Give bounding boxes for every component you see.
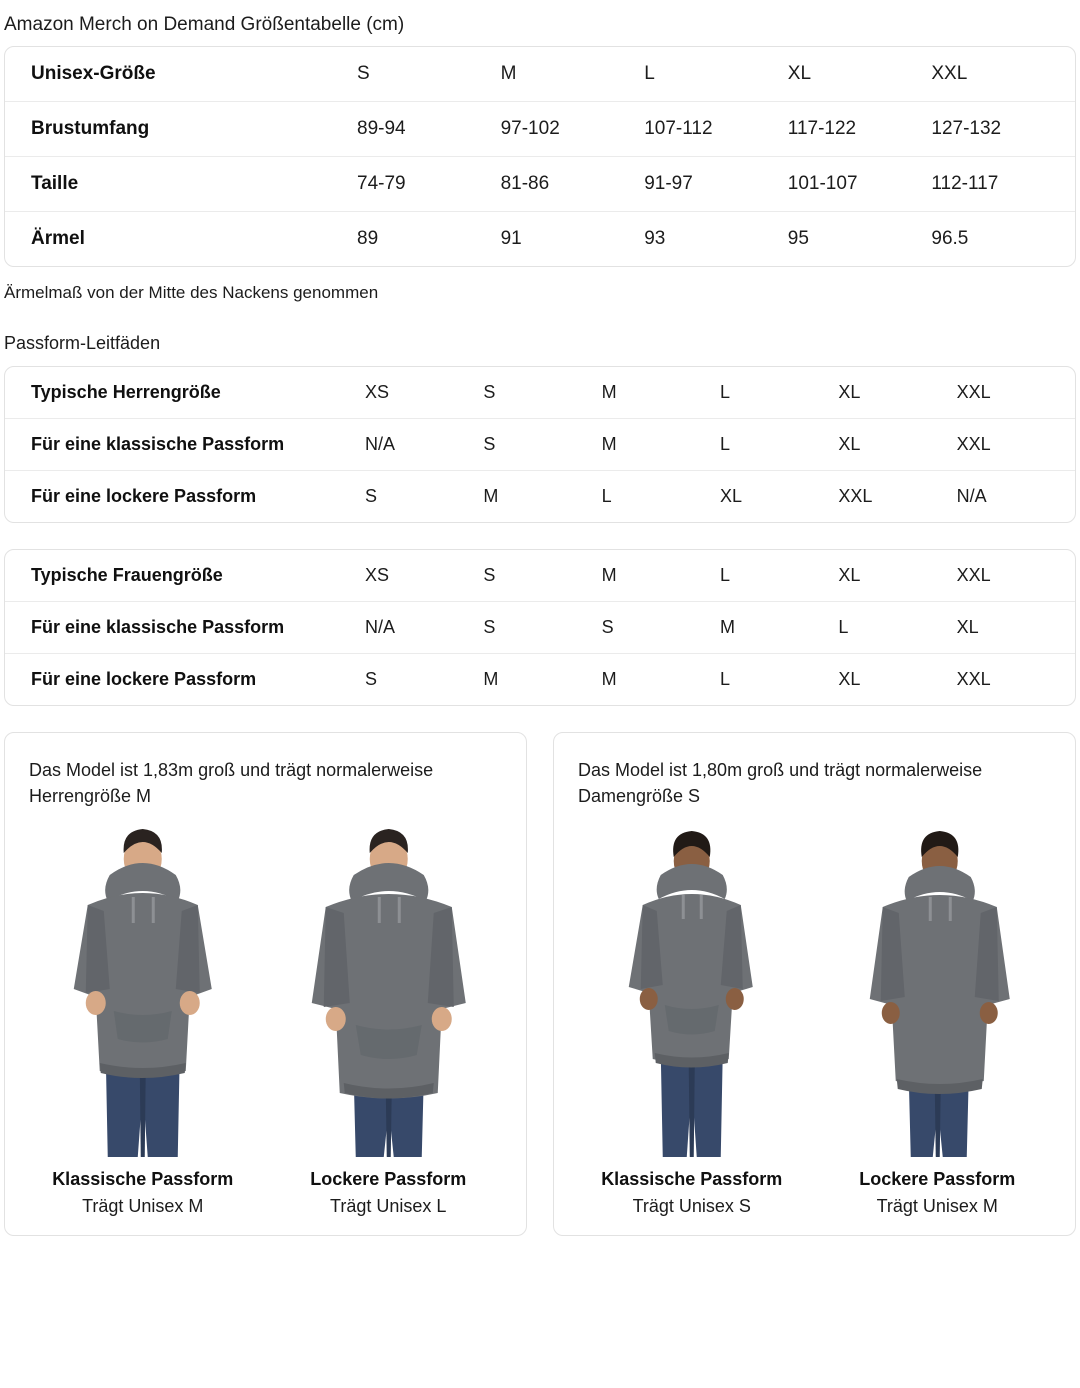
cell: XXL <box>957 550 1075 602</box>
table-row <box>5 47 1075 102</box>
cell: 91 <box>500 228 522 249</box>
mens-fit-table-card <box>4 366 1076 523</box>
figure-subtitle: Trägt Unisex S <box>632 1196 751 1216</box>
cell: S <box>357 47 501 102</box>
cell: XL <box>838 669 861 689</box>
cell: XL <box>838 550 956 602</box>
cell: L <box>601 486 612 506</box>
cell: M <box>602 367 720 419</box>
cell: L <box>644 47 788 102</box>
cell: 96.5 <box>931 228 969 249</box>
cell: M <box>501 47 645 102</box>
row-label: Typische Frauengröße <box>5 550 365 602</box>
cell: 117-122 <box>788 102 932 157</box>
cell: L <box>838 602 956 654</box>
table-row <box>5 602 1075 654</box>
cell: S <box>483 602 601 654</box>
womens-fit-table <box>5 550 1075 705</box>
female-model-card <box>553 732 1076 1236</box>
cell: M <box>720 602 838 654</box>
table-row <box>5 102 1075 157</box>
cell: 81-86 <box>501 157 645 212</box>
row-label: Typische Herrengröße <box>5 367 365 419</box>
male-classic-fit-photo <box>25 827 261 1157</box>
table-row <box>5 367 1075 419</box>
cell: M <box>483 669 499 689</box>
table-row <box>5 157 1075 212</box>
male-relaxed-fit-photo <box>271 827 507 1157</box>
cell: L <box>719 669 730 689</box>
row-label: Für eine klassische Passform <box>5 419 365 471</box>
cell: XS <box>365 367 483 419</box>
fit-guides-heading: Passform-Leitfäden <box>4 333 161 353</box>
cell: 107-112 <box>644 102 788 157</box>
figure-male-classic <box>25 827 261 1217</box>
cell: 89-94 <box>357 102 501 157</box>
cell: S <box>483 367 601 419</box>
row-label: Für eine lockere Passform <box>31 486 257 506</box>
cell: S <box>483 550 601 602</box>
table-row <box>5 550 1075 602</box>
table-row <box>5 212 1075 267</box>
cell: M <box>483 486 499 506</box>
cell: XXL <box>957 367 1075 419</box>
cell: XL <box>838 419 956 471</box>
cell: 112-117 <box>931 157 1075 212</box>
figure-subtitle: Trägt Unisex M <box>876 1196 998 1216</box>
male-model-caption: Das Model ist 1,83m groß und trägt normalerweise Herrengröße M <box>29 760 434 807</box>
row-label: Für eine klassische Passform <box>5 602 365 654</box>
cell: N/A <box>365 602 483 654</box>
female-figures <box>574 827 1055 1217</box>
womens-fit-table-card <box>4 549 1076 706</box>
size-table-card <box>4 46 1076 267</box>
cell: M <box>602 419 720 471</box>
figure-male-relaxed <box>271 827 507 1217</box>
figure-title: Klassische Passform <box>52 1169 234 1189</box>
cell: XS <box>365 550 483 602</box>
cell: S <box>483 419 601 471</box>
figure-female-classic <box>574 827 810 1217</box>
row-label: Brustumfang <box>5 102 357 157</box>
row-label: Für eine lockere Passform <box>31 669 257 689</box>
row-label: Unisex-Größe <box>5 47 357 102</box>
cell: L <box>720 367 838 419</box>
cell: N/A <box>956 486 987 506</box>
row-label: Taille <box>5 157 357 212</box>
figure-title: Lockere Passform <box>859 1169 1016 1189</box>
male-model-card <box>4 732 527 1236</box>
page-title: Amazon Merch on Demand Größentabelle (cm) <box>4 14 405 35</box>
size-table <box>5 47 1075 266</box>
cell: XXL <box>931 47 1075 102</box>
row-label: Ärmel <box>31 228 85 249</box>
cell: 127-132 <box>931 102 1075 157</box>
cell: L <box>720 419 838 471</box>
table-row <box>5 471 1075 523</box>
cell: 93 <box>644 228 666 249</box>
cell: 97-102 <box>501 102 645 157</box>
cell: XXL <box>956 669 991 689</box>
figure-subtitle: Trägt Unisex M <box>82 1196 204 1216</box>
mens-fit-table <box>5 367 1075 522</box>
table-row <box>5 654 1075 706</box>
figure-title: Klassische Passform <box>601 1169 783 1189</box>
female-classic-fit-photo <box>574 827 810 1157</box>
female-relaxed-fit-photo <box>820 827 1056 1157</box>
cell: 74-79 <box>357 157 501 212</box>
cell: XL <box>788 47 932 102</box>
table-row <box>5 419 1075 471</box>
model-cards-row <box>4 732 1076 1236</box>
cell: S <box>365 669 378 689</box>
cell: S <box>602 602 720 654</box>
cell: XXL <box>838 486 873 506</box>
cell: 95 <box>787 228 809 249</box>
cell: L <box>720 550 838 602</box>
cell: XXL <box>957 419 1075 471</box>
cell: S <box>365 486 378 506</box>
cell: M <box>602 550 720 602</box>
female-model-caption: Das Model ist 1,80m groß und trägt normalerweise Damengröße S <box>578 760 983 807</box>
sleeve-measurement-note: Ärmelmaß von der Mitte des Nackens genommen <box>4 283 379 302</box>
cell: XL <box>719 486 743 506</box>
cell: 91-97 <box>644 157 788 212</box>
male-figures <box>25 827 506 1217</box>
cell: XL <box>838 367 956 419</box>
figure-title: Lockere Passform <box>310 1169 467 1189</box>
cell: M <box>601 669 617 689</box>
cell: N/A <box>365 419 483 471</box>
cell: XL <box>957 602 1075 654</box>
cell: 101-107 <box>788 157 932 212</box>
cell: 89 <box>357 228 379 249</box>
figure-subtitle: Trägt Unisex L <box>330 1196 447 1216</box>
figure-female-relaxed <box>820 827 1056 1217</box>
